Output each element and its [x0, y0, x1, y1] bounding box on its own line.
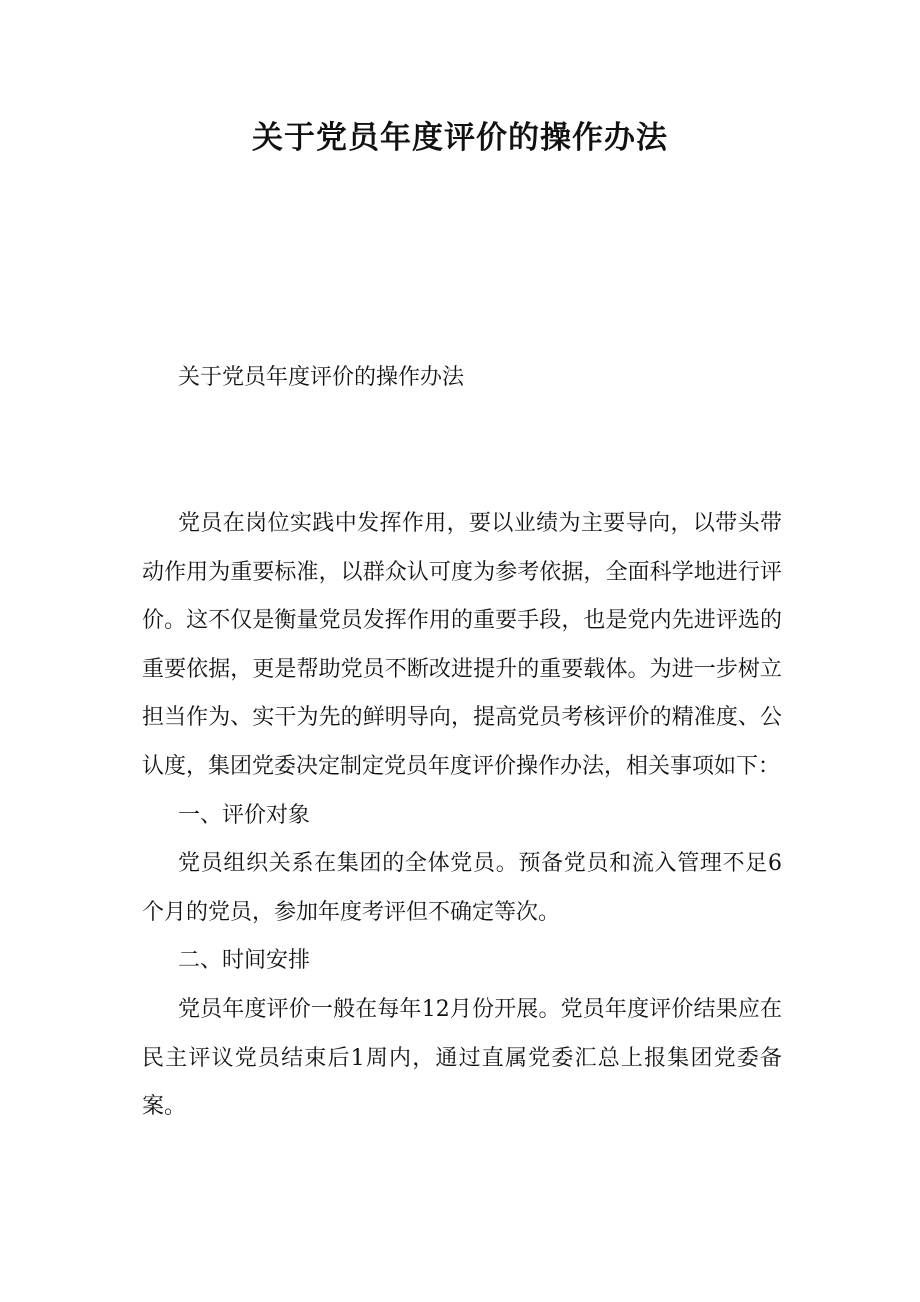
section-heading-evaluation-targets: 一、评价对象: [178, 802, 311, 828]
document-body: [142, 500, 782, 1132]
section-heading-schedule: 二、时间安排: [178, 948, 311, 974]
document-subtitle: 关于党员年度评价的操作办法: [178, 365, 465, 390]
evaluation-targets-paragraph: 党员组织关系在集团的全体党员。预备党员和流入管理不足6个月的党员，参加年度考评但不确定等次。: [142, 851, 782, 925]
document-title: 关于党员年度评价的操作办法: [252, 120, 668, 156]
intro-paragraph: 党员在岗位实践中发挥作用，要以业绩为主要导向，以带头带动作用为重要标准，以群众认可度为参考依据，全面科学地进行评价。这不仅是衡量党员发挥作用的重要手段，也是党内先进评选的重要依据，更是帮助党员不断改进提升的重要载体。为进一步树立担当作为、实干为先的鲜明导向，提高党员考核评价的精准度、公认度，集团党委决定制定党员年度评价操作办法，相关事项如下：: [142, 511, 782, 779]
schedule-paragraph: 党员年度评价一般在每年12月份开展。党员年度评价结果应在民主评议党员结束后1周内，通过直属党委汇总上报集团党委备案。: [142, 996, 782, 1120]
